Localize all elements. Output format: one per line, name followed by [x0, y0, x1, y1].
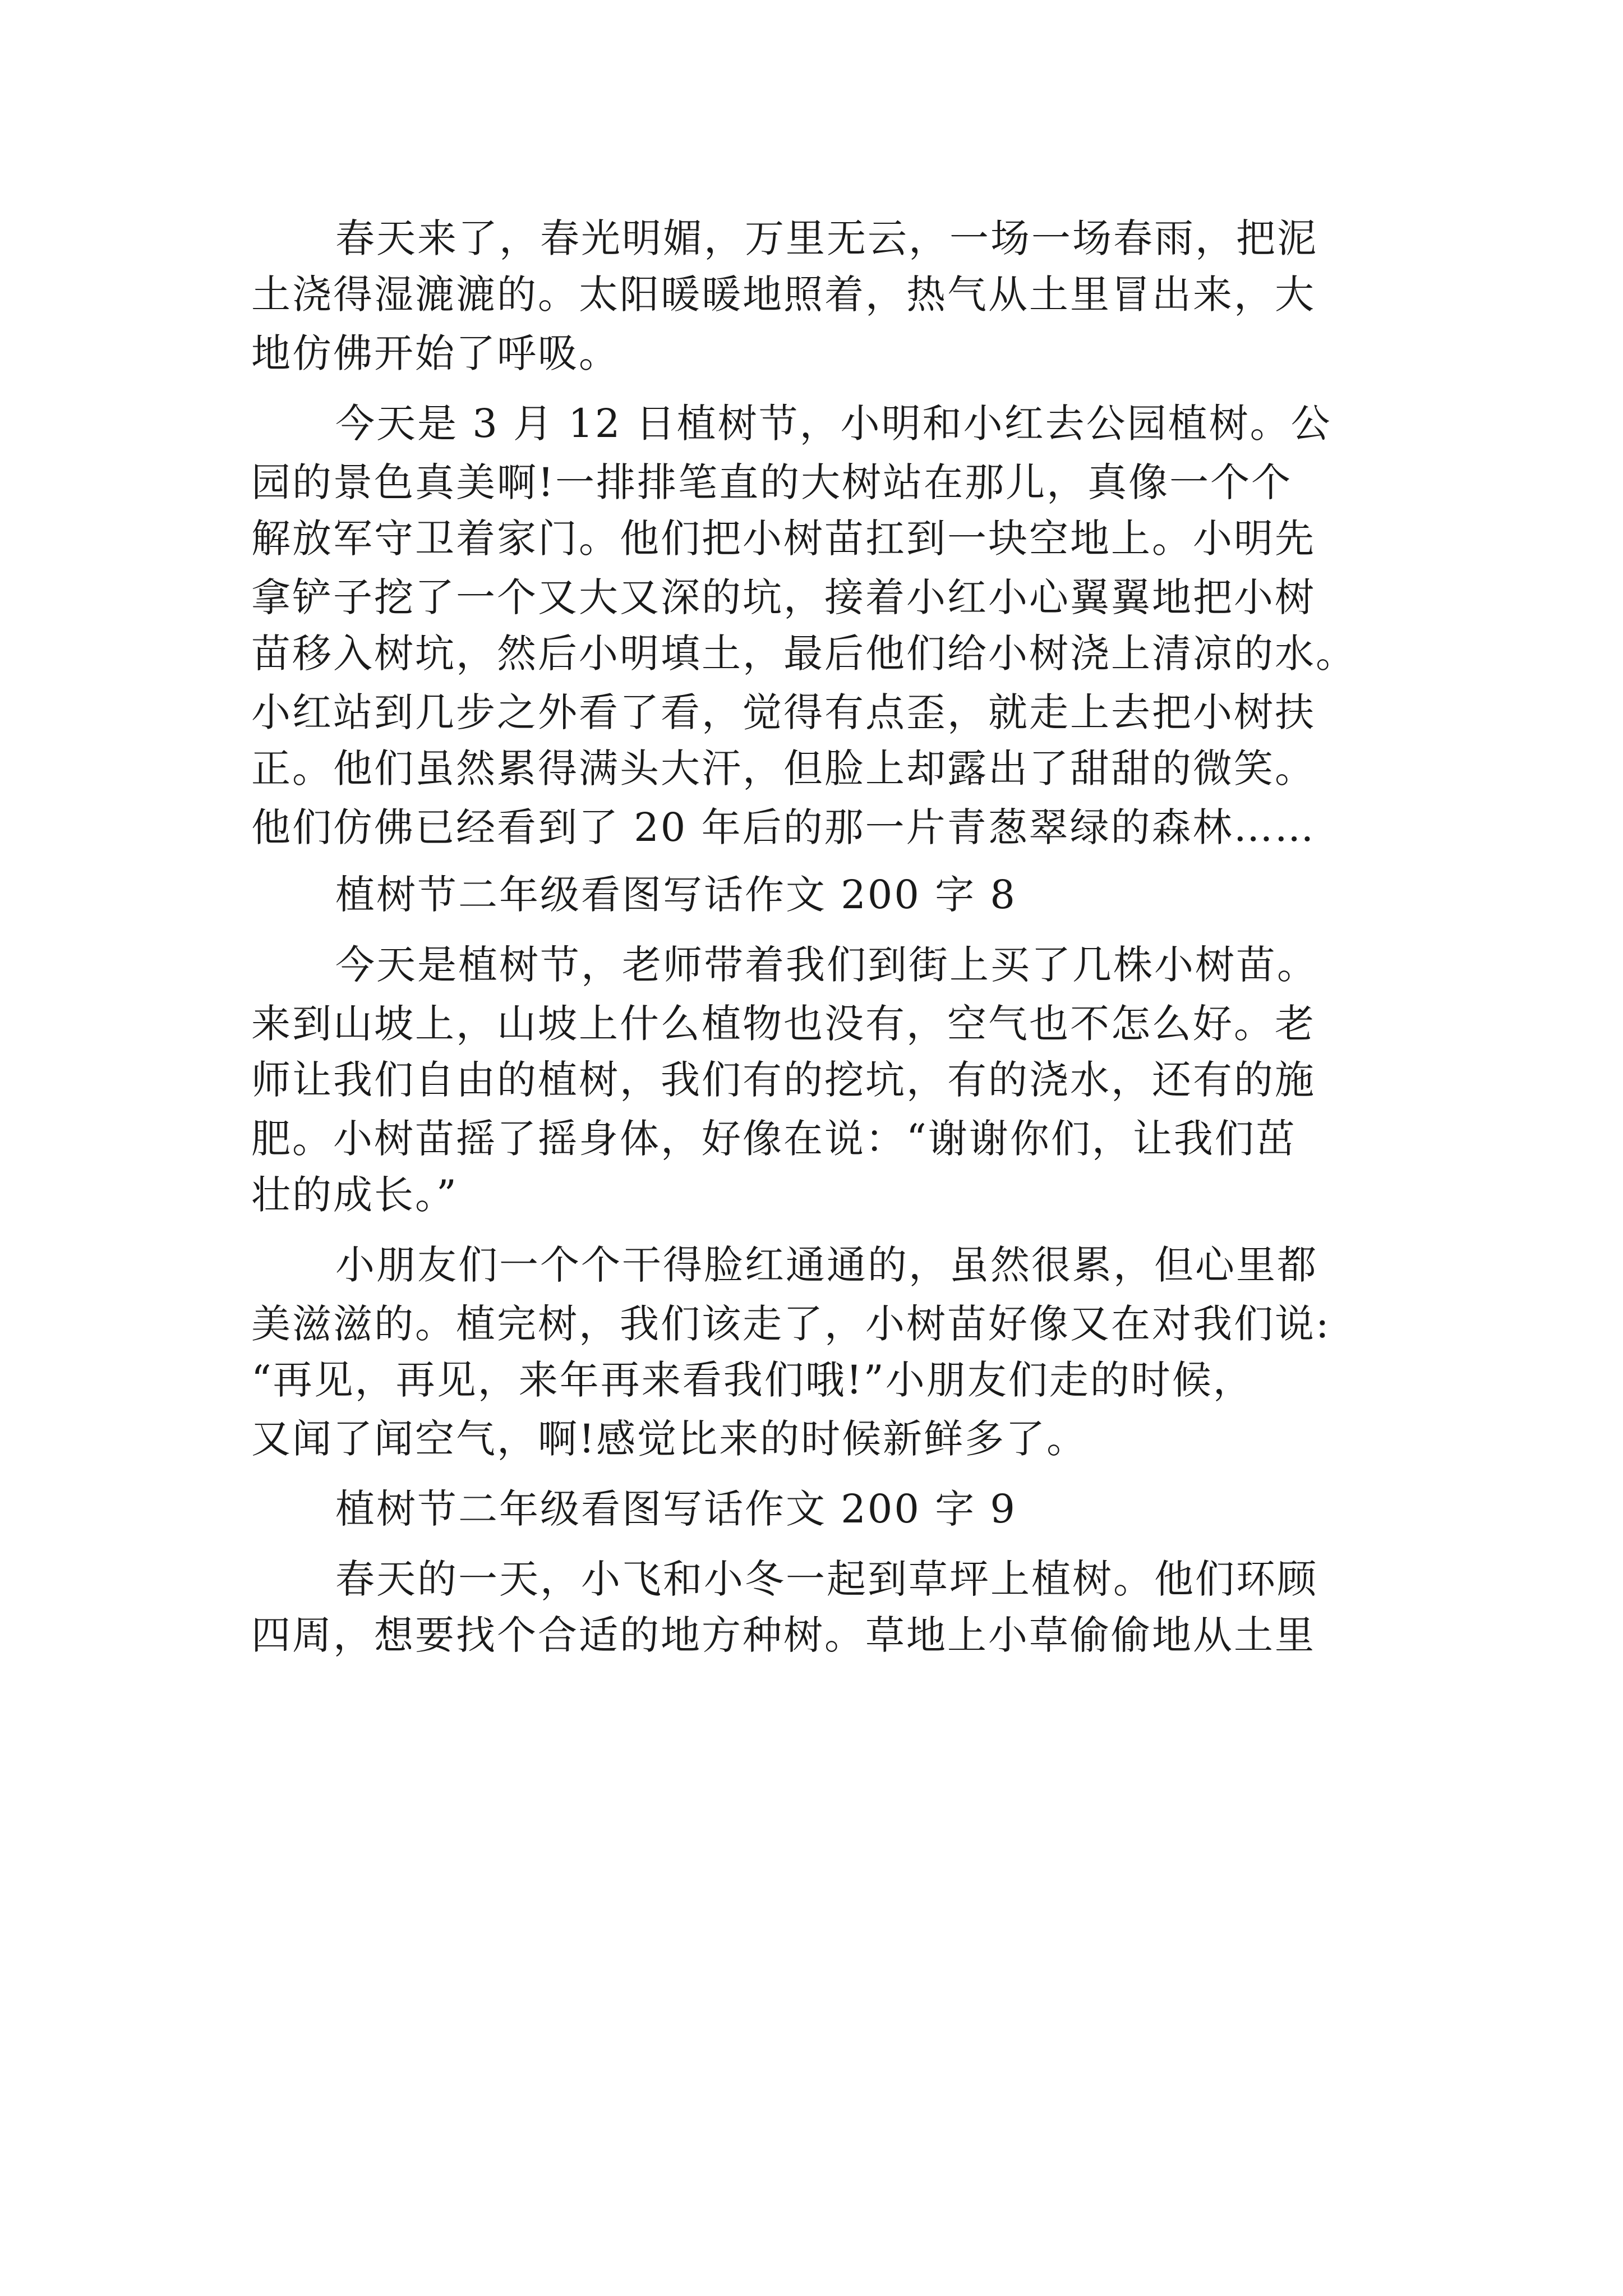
- text-line: 春天来了，春光明媚，万里无云，一场一场春雨，把泥: [335, 215, 1318, 261]
- text-line: 解放军守卫着家门。他们把小树苗扛到一块空地上。小明先: [251, 516, 1316, 562]
- text-line: 四周，想要找个合适的地方种树。草地上小草偷偷地从土里: [251, 1612, 1316, 1658]
- text-line: 土浇得湿漉漉的。太阳暖暖地照着，热气从土里冒出来，大: [251, 272, 1316, 318]
- text-line: 春天的一天，小飞和小冬一起到草坪上植树。他们环顾: [335, 1556, 1318, 1602]
- text-line: 美滋滋的。植完树，我们该走了，小树苗好像又在对我们说:: [251, 1301, 1331, 1347]
- text-line: “再见，再见，来年再来看我们哦!”小朋友们走的时候，: [251, 1357, 1254, 1403]
- text-line: 拿铲子挖了一个又大又深的坑，接着小红小心翼翼地把小树: [251, 574, 1316, 620]
- section-heading: 植树节二年级看图写话作文 200 字 8: [335, 872, 1017, 918]
- text-line: 来到山坡上，山坡上什么植物也没有，空气也不怎么好。老: [251, 1001, 1316, 1047]
- text-line: 地仿佛开始了呼吸。: [251, 330, 620, 376]
- text-line: 肥。小树苗摇了摇身体，好像在说：“谢谢你们，让我们茁: [251, 1116, 1297, 1162]
- text-line: 师让我们自由的植树，我们有的挖坑，有的浇水，还有的施: [251, 1057, 1316, 1103]
- text-line: 小朋友们一个个干得脸红通通的，虽然很累，但心里都: [335, 1242, 1318, 1288]
- text-line: 小红站到几步之外看了看，觉得有点歪，就走上去把小树扶: [251, 689, 1316, 735]
- text-line: 苗移入树坑，然后小明填土，最后他们给小树浇上清凉的水。: [251, 631, 1357, 677]
- text-line: 今天是植树节，老师带着我们到街上买了几株小树苗。: [335, 942, 1318, 988]
- section-heading: 植树节二年级看图写话作文 200 字 9: [335, 1486, 1017, 1532]
- text-line: 正。他们虽然累得满头大汗，但脸上却露出了甜甜的微笑。: [251, 746, 1316, 792]
- text-line: 今天是 3 月 12 日植树节，小明和小红去公园植树。公: [335, 401, 1332, 447]
- text-line: 园的景色真美啊!一排排笔直的大树站在那儿，真像一个个: [251, 459, 1293, 505]
- text-line: 壮的成长。”: [251, 1172, 458, 1218]
- text-line: 他们仿佛已经看到了 20 年后的那一片青葱翠绿的森林……: [251, 804, 1316, 850]
- text-line: 又闻了闻空气，啊!感觉比来的时候新鲜多了。: [251, 1416, 1088, 1462]
